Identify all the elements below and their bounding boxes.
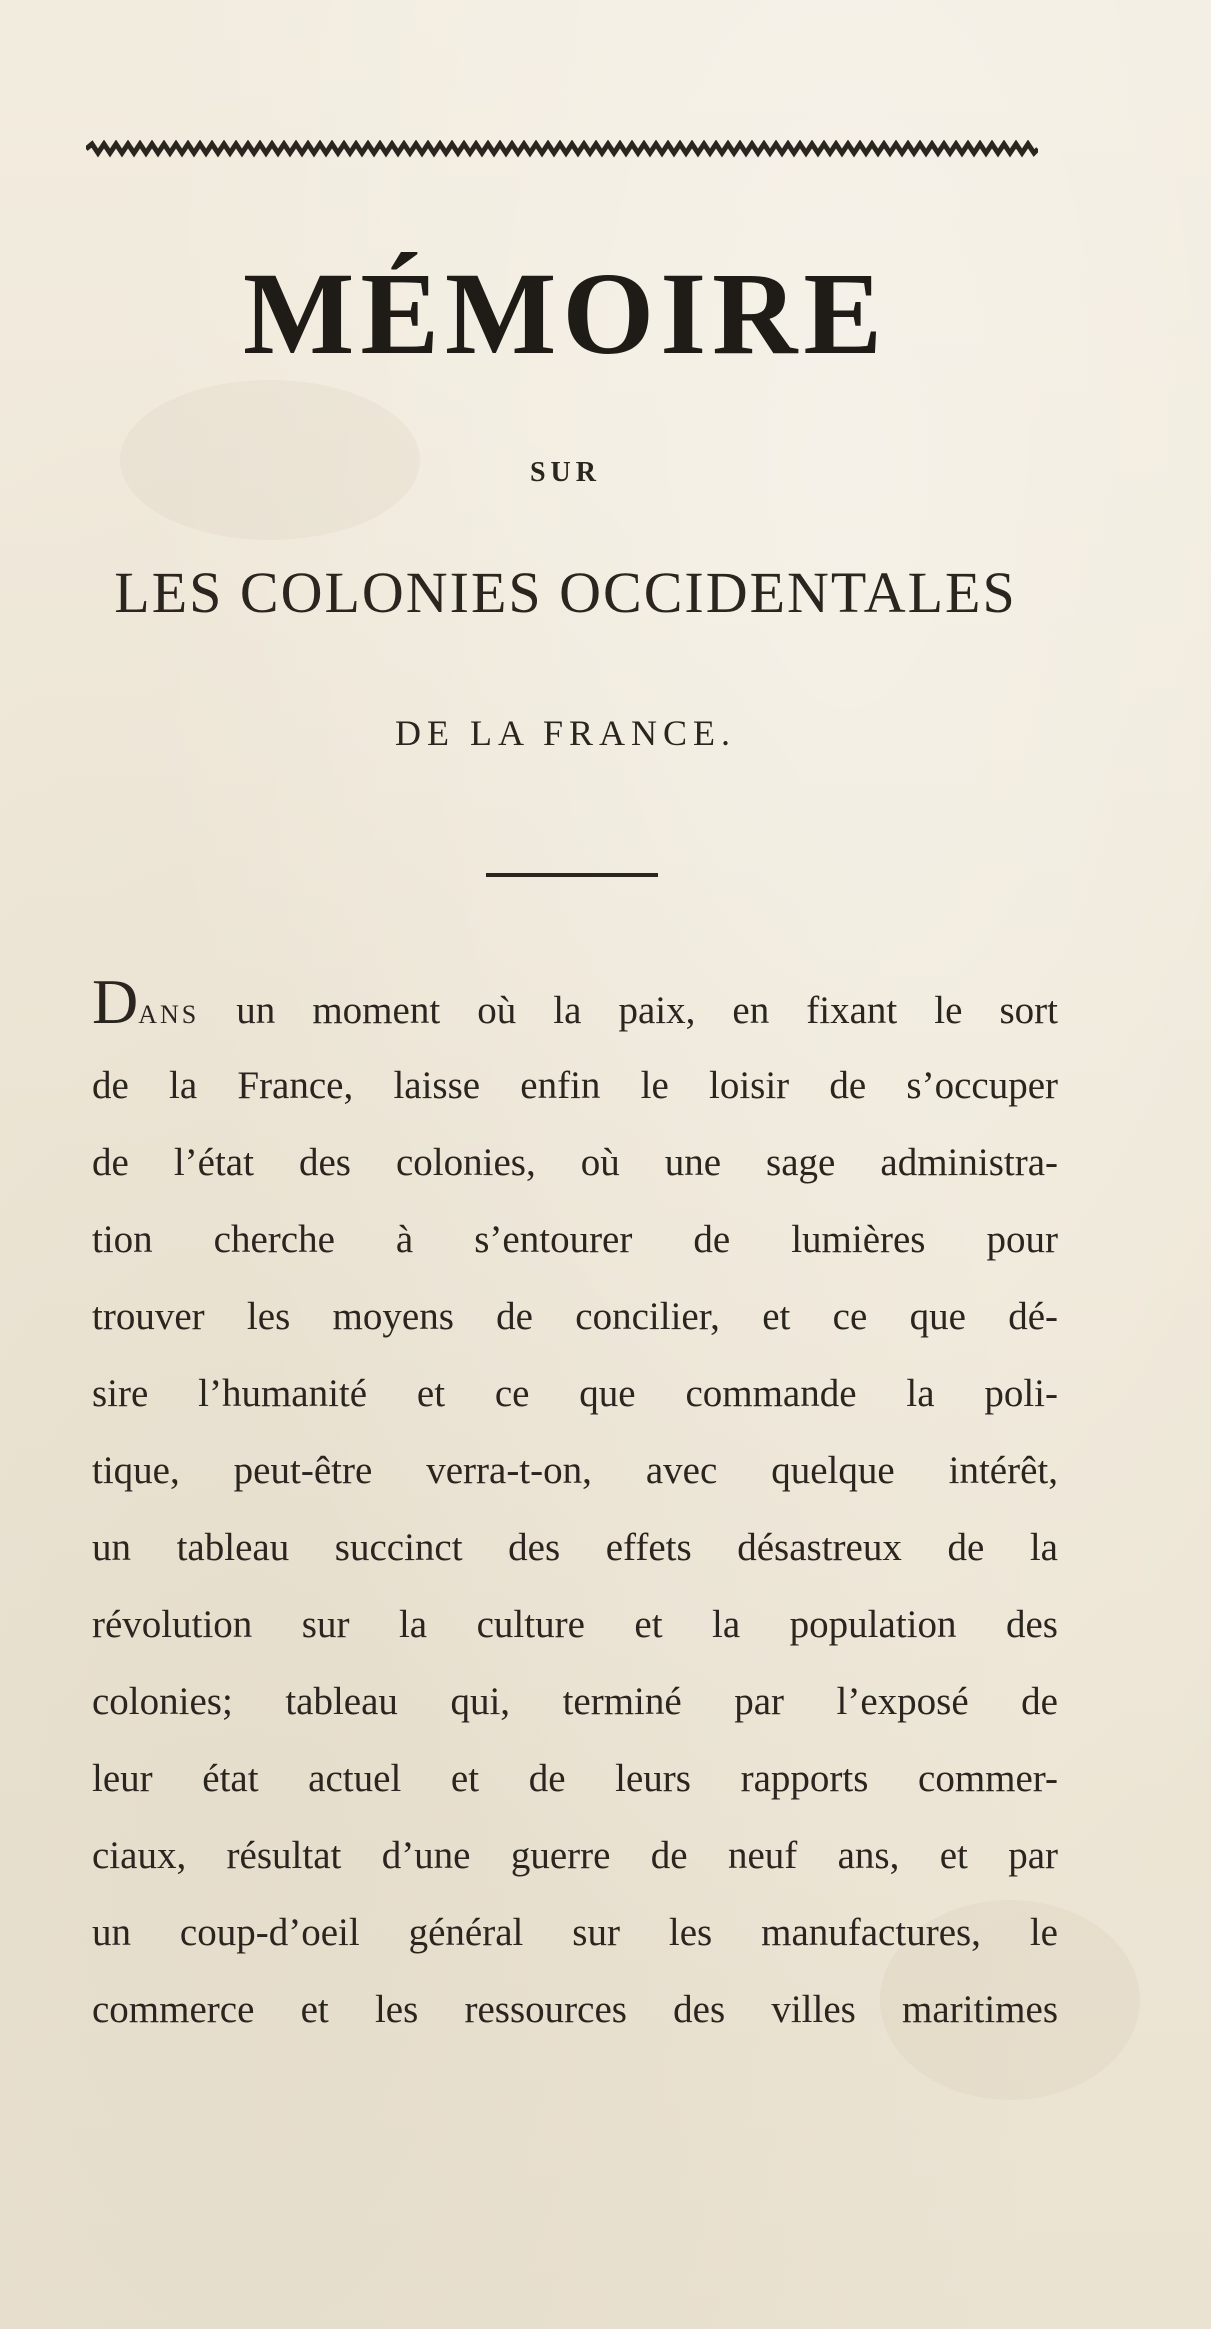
subtitle: LES COLONIES OCCIDENTALES [114, 560, 1017, 625]
text-line: leur état actuel et de leurs rapports commer- [92, 1757, 1058, 1800]
body-paragraph [92, 966, 1059, 2048]
text-line: de la France, laisse enfin le loisir de s’occuper [92, 1064, 1058, 1107]
small-caps-word: ANS [138, 1000, 200, 1029]
text-line: trouver les moyens de concilier, et ce que dé- [92, 1295, 1058, 1338]
title-connector: SUR [529, 457, 601, 488]
text-line: un coup-d’oeil général sur les manufactures, le [92, 1911, 1058, 1954]
header-ornament [86, 140, 1038, 158]
text-line: tion cherche à s’entourer de lumières pour [92, 1218, 1058, 1261]
section-divider [486, 873, 658, 877]
drop-cap: D [92, 966, 139, 1037]
text-line: colonies; tableau qui, terminé par l’exposé de [92, 1680, 1058, 1723]
page-title: MÉMOIRE [242, 248, 889, 379]
text-line: un tableau succinct des effets désastreux de la [92, 1526, 1058, 1569]
text-line: tique, peut-être verra-t-on, avec quelque intérêt, [92, 1449, 1058, 1492]
text-line: sire l’humanité et ce que commande la poli- [92, 1372, 1058, 1415]
text-line: commerce et les ressources des villes maritimes [92, 1988, 1058, 2031]
text-line: de l’état des colonies, où une sage administra- [92, 1141, 1058, 1184]
subtitle-secondary: DE LA FRANCE. [394, 713, 737, 753]
first-line-text: un moment où la paix, en fixant le sort [236, 989, 1059, 1032]
text-line: révolution sur la culture et la population des [92, 1603, 1058, 1646]
text-line [92, 966, 1059, 1047]
text-line: ciaux, résultat d’une guerre de neuf ans, et par [92, 1834, 1058, 1877]
